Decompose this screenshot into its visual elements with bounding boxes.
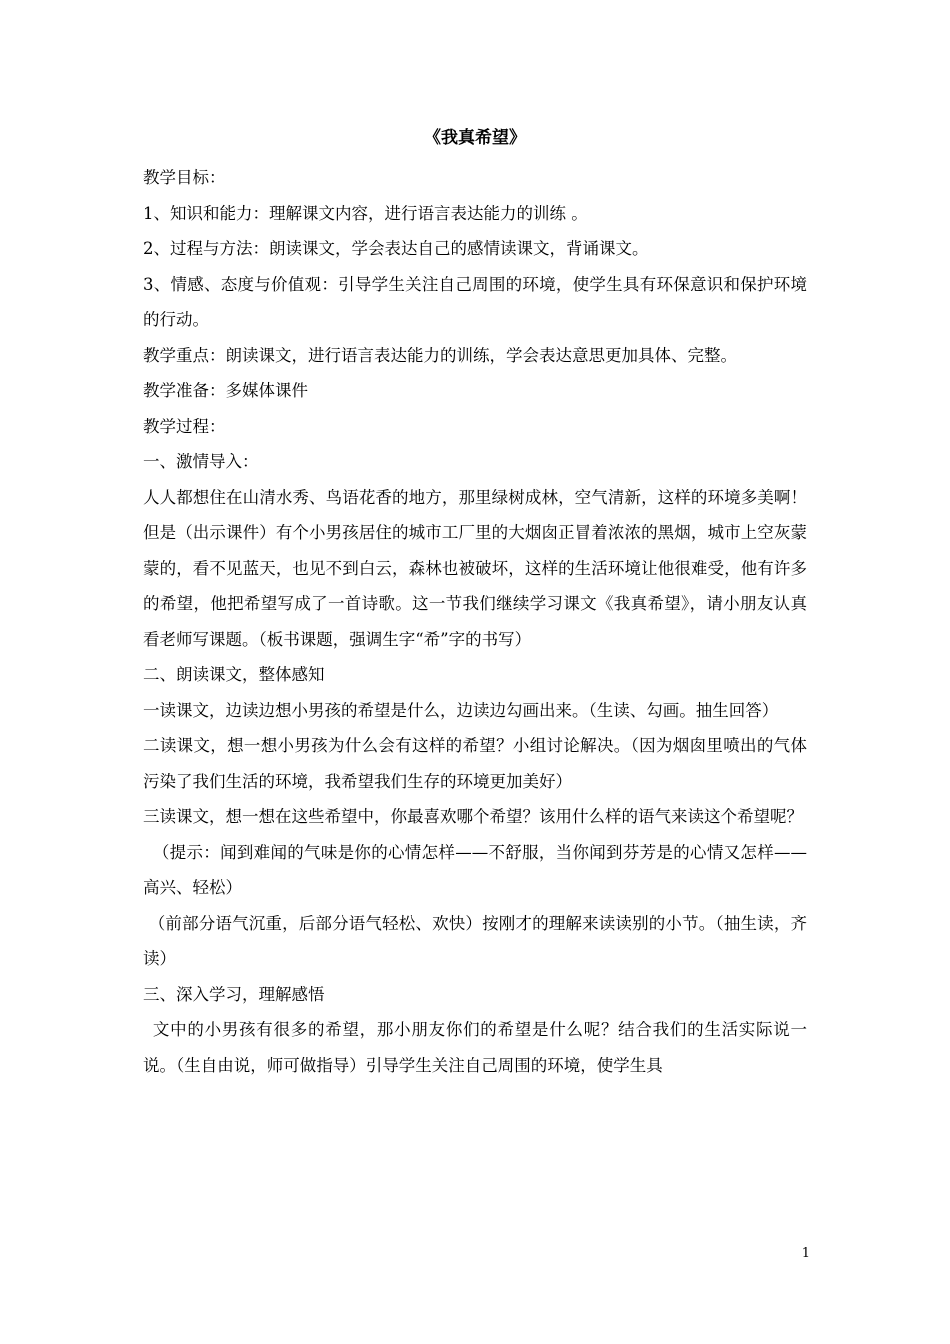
paragraph-teaching-prep: 教学准备：多媒体课件	[143, 381, 308, 400]
paragraph-second-reading: 二读课文，想一想小男孩为什么会有这样的希望？小组讨论解决。（因为烟囱里喷出的气体污染了我们生活的环境，我希望我们生存的环境更加美好）	[143, 736, 807, 791]
paragraph-goal-2: 2、过程与方法：朗读课文，学会表达自己的感情读课文，背诵课文。	[143, 239, 649, 258]
paragraph-tone-note: （前部分语气沉重，后部分语气轻松、欢快）按刚才的理解来读读别的小节。（抽生读，齐读）	[143, 913, 807, 968]
paragraph-goal-3: 3、情感、态度与价值观：引导学生关注自己周围的环境，使学生具有环保意识和保护环境的行动。	[143, 274, 807, 329]
paragraph-teaching-process-heading: 教学过程：	[143, 416, 226, 436]
paragraph-teaching-goals-heading: 教学目标：	[143, 168, 226, 187]
paragraph-third-reading: 三读课文，想一想在这些希望中，你最喜欢哪个希望？该用什么样的语气来读这个希望呢？	[143, 807, 803, 826]
paragraph-section-3-heading: 三、深入学习，理解感悟	[143, 984, 325, 1004]
paragraph-hint: （提示：闻到难闻的气味是你的心情怎样——不舒服，当你闻到芬芳是的心情又怎样——高兴、轻松）	[143, 842, 807, 897]
paragraph-first-reading: 一读课文，边读边想小男孩的希望是什么，边读边勾画出来。（生读、勾画。抽生回答）	[143, 700, 779, 720]
paragraph-introduction: 人人都想住在山清水秀、鸟语花香的地方，那里绿树成林，空气清新，这样的环境多美啊！但是（出示课件）有个小男孩居住的城市工厂里的大烟囱正冒着浓浓的黑烟，城市上空灰蒙蒙的，看不见蓝天，也见不到白云，森林也被破坏，这样的生活环境让他很难受，他有许多的希望，他把希望写成了一首诗歌。这一节我们继续学习课文《我真希望》，请小朋友认真看老师写课题。（板书课题，强调生字“希”字的书写）	[143, 487, 807, 649]
paragraph-goal-1: 1、知识和能力：理解课文内容，进行语言表达能力的训练 。	[143, 203, 588, 223]
document-title: 《我真希望》	[424, 128, 526, 148]
paragraph-section-1-heading: 一、激情导入：	[143, 452, 259, 471]
page-number: 1	[801, 1246, 810, 1261]
paragraph-teaching-focus: 教学重点：朗读课文，进行语言表达能力的训练，学会表达意思更加具体、完整。	[143, 345, 737, 365]
paragraph-section-2-heading: 二、朗读课文，整体感知	[143, 665, 325, 684]
document-body	[143, 160, 807, 1083]
paragraph-deep-learning: 文中的小男孩有很多的希望，那小朋友你们的希望是什么呢？结合我们的生活实际说一说。（生自由说，师可做指导）引导学生关注自己周围的环境，使学生具	[143, 1020, 807, 1075]
